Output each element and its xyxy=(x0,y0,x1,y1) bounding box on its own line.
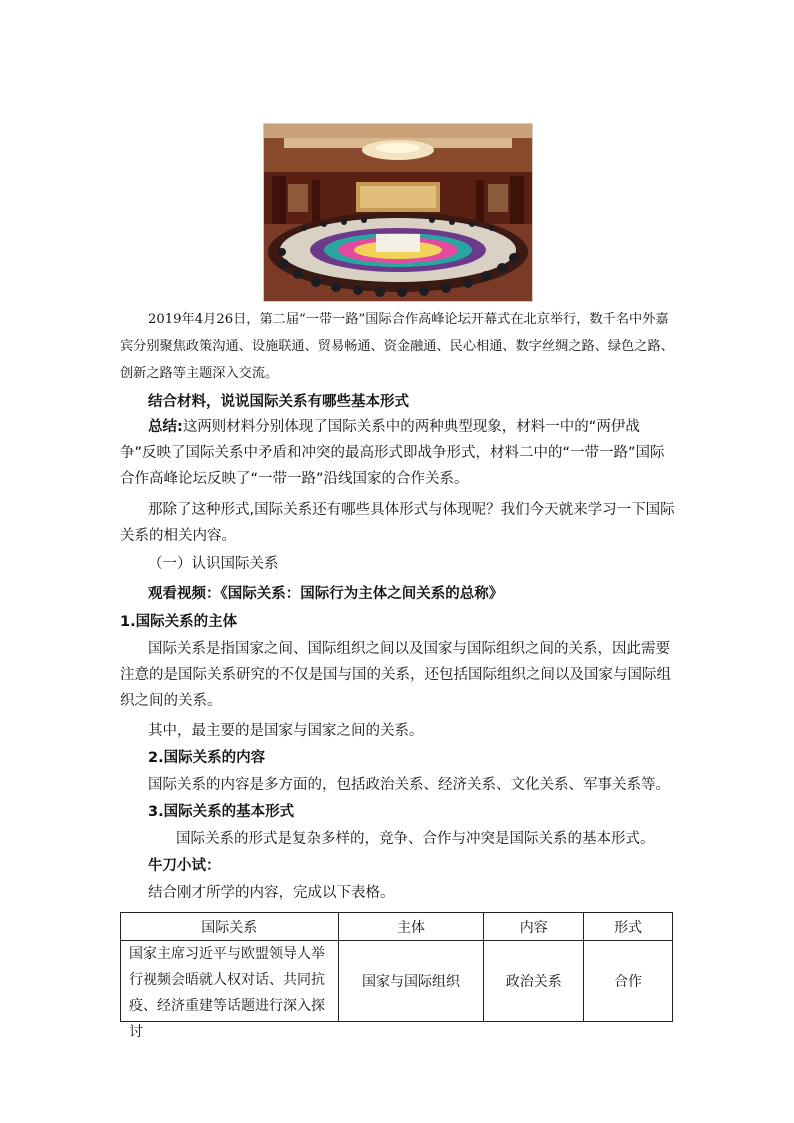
table-header-cell: 主体 xyxy=(338,913,484,941)
conference-photo-illustration xyxy=(264,124,532,301)
summary-paragraph xyxy=(120,414,676,492)
table-header-cell: 形式 xyxy=(584,913,673,941)
table-cell: 合作 xyxy=(584,941,673,1022)
video-title: 观看视频：《国际关系：国际行为主体之间关系的总称》 xyxy=(148,586,504,602)
content-paragraph: 国际关系的内容是多方面的，包括政治关系、经济关系、文化关系、军事关系等。 xyxy=(148,777,670,793)
transition-paragraph: 那除了这种形式,国际关系还有哪些具体形式与体现呢？我们今天就来学习一下国际关系的相关内容。 xyxy=(120,502,675,544)
summary-label: 总结: xyxy=(148,419,183,435)
practice-table xyxy=(120,912,673,1040)
conference-hall-photo xyxy=(263,123,533,302)
heading-forms: 3.国际关系的基本形式 xyxy=(148,804,295,820)
section-heading: （一）认识国际关系 xyxy=(148,556,279,572)
heading-content: 2.国际关系的内容 xyxy=(148,750,266,766)
heading-subject: 1.国际关系的主体 xyxy=(120,614,238,630)
intro-paragraph: 2019年4月26日，第二届“一带一路”国际合作高峰论坛开幕式在北京举行，数千名中外嘉宾分别聚焦政策沟通、设施联通、贸易畅通、资金融通、民心相通、数字丝绸之路、绿色之路、创新之路等主题深入交流。 xyxy=(120,312,674,381)
summary-text: 这两则材料分别体现了国际关系中的两种典型现象，材料一中的“两伊战争”反映了国际关系中矛盾和冲突的最高形式即战争形式，材料二中的“一带一路”国际合作高峰论坛反映了“一带一路”沿线国家的合作关系。 xyxy=(120,419,665,487)
main-relation-note: 其中，最主要的是国家与国家之间的关系。 xyxy=(148,723,424,739)
practice-instruction: 结合刚才所学的内容，完成以下表格。 xyxy=(148,885,395,901)
practice-heading: 牛刀小试： xyxy=(148,858,221,874)
table-cell: 政治关系 xyxy=(484,941,584,1022)
table-row xyxy=(121,941,673,1022)
table-header-cell: 内容 xyxy=(484,913,584,941)
subject-paragraph: 国际关系是指国家之间、国际组织之间以及国家与国际组织之间的关系，因此需要注意的是国际关系研究的不仅是国与国的关系，还包括国际组织之间以及国家与国际组织之间的关系。 xyxy=(120,641,671,709)
discussion-question: 结合材料，说说国际关系有哪些基本形式 xyxy=(148,394,409,410)
forms-paragraph: 国际关系的形式是复杂多样的，竞争、合作与冲突是国际关系的基本形式。 xyxy=(176,831,655,847)
table-cell-text: 国家主席习近平与欧盟领导人举行视频会晤就人权对话、共同抗疫、经济重建等话题进行深入探讨 xyxy=(129,946,325,1040)
table-header-cell: 国际关系 xyxy=(121,913,339,941)
table-cell xyxy=(121,941,339,1040)
table-header-row xyxy=(121,913,673,941)
table-cell: 国家与国际组织 xyxy=(338,941,484,1022)
